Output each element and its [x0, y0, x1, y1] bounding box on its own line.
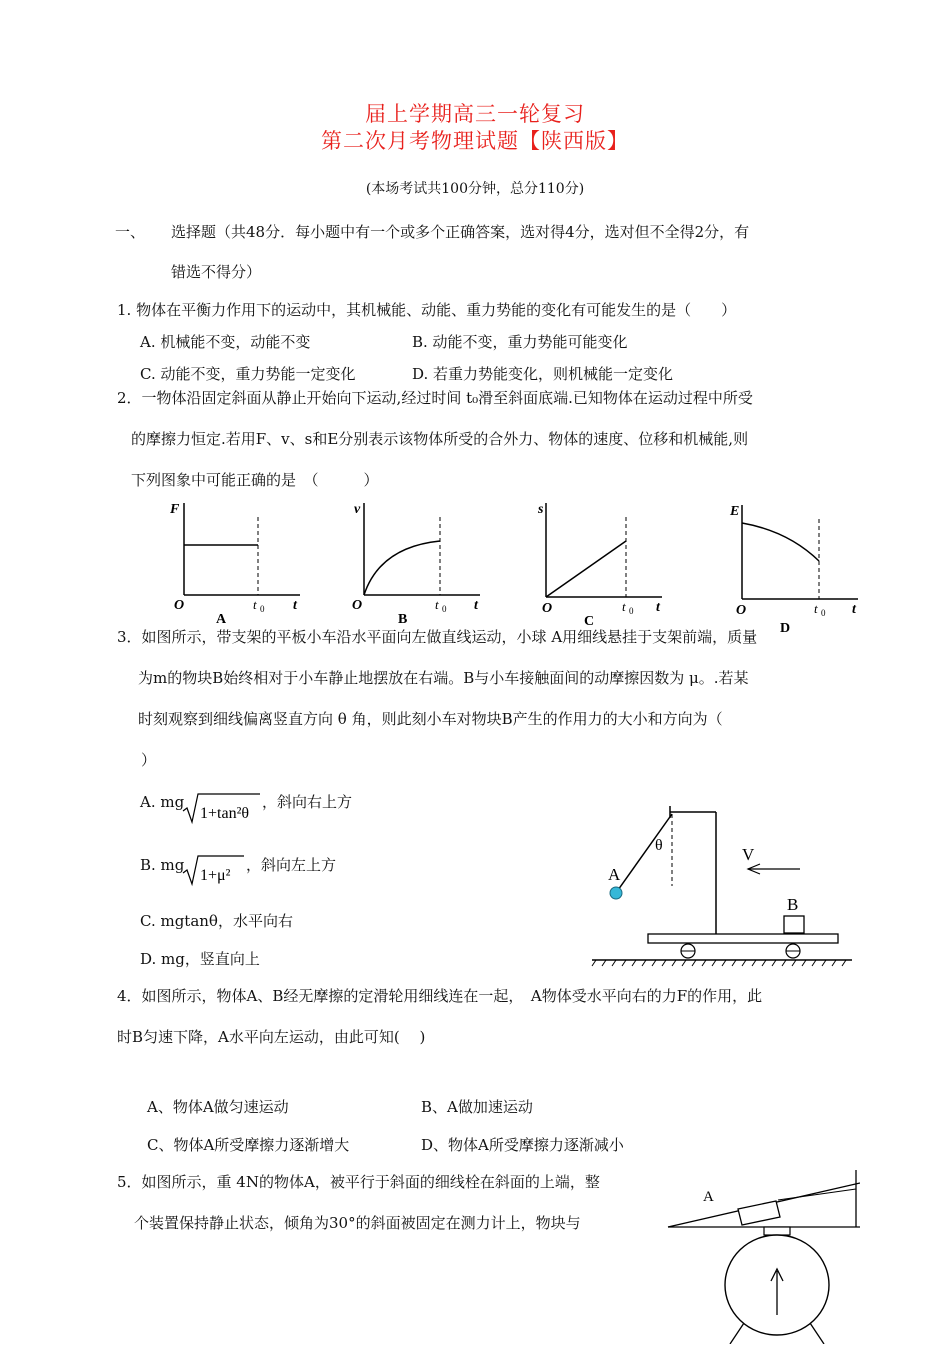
q2-graph-a	[160, 495, 310, 629]
q1-option-d: D. 若重力势能变化，则机械能一定变化	[412, 365, 674, 383]
title-line-1: 届上学期高三一轮复习	[365, 102, 585, 126]
q3-option-b-root-text: 1+μ²	[200, 867, 231, 884]
q5-line-2: 个装置保持静止状态，倾角为30°的斜面被固定在测力计上，物块与	[134, 1214, 581, 1232]
section-number: 一、	[115, 223, 146, 241]
section-instruction-line-2: 错选不得分）	[171, 263, 262, 281]
q5-block-a	[738, 1201, 780, 1225]
q3-line-2: 为m的物块B始终相对于小车静止地摆放在右端。B与小车接触面间的动摩擦因数为 μ。.若某	[138, 669, 749, 687]
q3-option-b-suffix: ，斜向左上方	[246, 856, 337, 874]
graph-d-ylabel: E	[730, 504, 740, 519]
q4-line-1: 4．如图所示，物体A、B经无摩擦的定滑轮用细线连在一起， A物体受水平向右的力F的作用，此	[117, 987, 763, 1005]
q3-option-a-suffix: ，斜向右上方	[262, 793, 353, 811]
q4-option-b: B、A做加速运动	[421, 1098, 533, 1116]
graph-c-t0: t	[622, 599, 626, 614]
q3-option-c: C. mgtanθ，水平向右	[140, 912, 293, 930]
cart-platform	[648, 934, 838, 943]
graph-a-letter: A	[216, 612, 227, 625]
graph-a-t0: t	[253, 597, 257, 612]
q2-graph-c	[522, 495, 672, 629]
block-b-label: B	[787, 895, 799, 914]
graph-d-xlabel: t	[852, 602, 856, 617]
graph-a-origin: O	[174, 598, 185, 613]
graph-d-origin: O	[736, 603, 747, 618]
graph-a-ylabel: F	[170, 502, 180, 517]
q2-line-3: 下列图象中可能正确的是 （ ）	[131, 471, 379, 489]
title-line-2: 第二次月考物理试题【陕西版】	[321, 129, 629, 153]
q3-figure	[588, 800, 858, 974]
graph-d-curve	[742, 523, 819, 561]
scale-top	[764, 1227, 790, 1235]
graph-c-ylabel: s	[538, 502, 544, 517]
graph-d-t0-sub: 0	[821, 608, 826, 618]
graph-b-t0: t	[435, 597, 439, 612]
graph-c-t0-sub: 0	[629, 606, 634, 616]
q4-option-c: C、物体A所受摩擦力逐渐增大	[147, 1136, 350, 1154]
exam-info: (本场考试共100分钟，总分110分)	[365, 181, 585, 197]
pendulum-string	[618, 814, 672, 890]
q4-line-2: 时B匀速下降，A水平向左运动，由此可知( )	[117, 1028, 426, 1046]
q1-option-a: A. 机械能不变，动能不变	[140, 333, 311, 351]
q5-line-1: 5．如图所示，重 4N的物体A，被平行于斜面的细线栓在斜面的上端，整	[117, 1173, 600, 1191]
graph-b-t0-sub: 0	[442, 604, 447, 614]
q3-option-b	[140, 855, 184, 875]
ball-a	[610, 887, 622, 899]
q2-line-1: 2．一物体沿固定斜面从静止开始向下运动,经过时间 t₀滑至斜面底端.已知物体在运动过程中所受	[117, 389, 753, 407]
q3-line-4: ）	[141, 751, 157, 769]
graph-b-ylabel: v	[354, 502, 361, 517]
q4-option-a: A、物体A做匀速运动	[147, 1098, 289, 1116]
q2-graph-d	[718, 497, 868, 641]
q3-option-b-prefix: B. mg	[140, 856, 185, 874]
q1-stem: 1. 物体在平衡力作用下的运动中，其机械能、动能、重力势能的变化有可能发生的是（ ）	[117, 301, 737, 319]
q1-option-c: C. 动能不变，重力势能一定变化	[140, 365, 356, 383]
graph-a-t0-sub: 0	[260, 604, 265, 614]
q3-option-a	[140, 792, 184, 812]
angle-label: θ	[655, 837, 663, 854]
q5-block-label: A	[703, 1189, 714, 1205]
q3-line-3: 时刻观察到细线偏离竖直方向 θ 角，则此刻小车对物块B产生的作用力的大小和方向为（	[138, 710, 723, 728]
velocity-label: V	[742, 845, 755, 864]
graph-c-letter: C	[584, 614, 595, 625]
graph-c-origin: O	[542, 601, 553, 616]
ball-a-label: A	[608, 865, 621, 884]
q3-option-d: D. mg，竖直向上	[140, 950, 260, 968]
block-b	[784, 916, 804, 933]
graph-c-xlabel: t	[656, 600, 660, 615]
q3-option-a-root	[182, 791, 262, 829]
graph-d-t0: t	[814, 601, 818, 616]
q4-option-d: D、物体A所受摩擦力逐渐减小	[421, 1136, 624, 1154]
q2-graph-b	[340, 495, 490, 629]
graph-b-letter: B	[398, 612, 408, 625]
graph-d-letter: D	[780, 621, 791, 636]
graph-a-xlabel: t	[293, 598, 297, 613]
q5-string	[778, 1189, 856, 1200]
q1-option-b: B. 动能不变，重力势能可能变化	[412, 333, 628, 351]
q5-figure	[660, 1165, 860, 1348]
graph-b-origin: O	[352, 598, 363, 613]
q2-line-2: 的摩擦力恒定.若用F、v、s和E分别表示该物体所受的合外力、物体的速度、位移和机械能,则	[131, 430, 749, 448]
graph-b-xlabel: t	[474, 598, 478, 613]
graph-c-curve	[546, 541, 626, 597]
q3-option-a-root-text: 1+tan²θ	[200, 805, 250, 822]
section-instruction-line-1: 选择题（共48分．每小题中有一个或多个正确答案，选对得4分，选对但不全得2分，有	[171, 223, 750, 241]
q3-option-a-prefix: A. mg	[140, 793, 185, 811]
q3-option-b-root	[182, 853, 246, 891]
graph-b-curve	[364, 541, 440, 595]
q3-line-1: 3．如图所示，带支架的平板小车沿水平面向左做直线运动，小球 A用细线悬挂于支架前端，质量	[117, 628, 758, 646]
